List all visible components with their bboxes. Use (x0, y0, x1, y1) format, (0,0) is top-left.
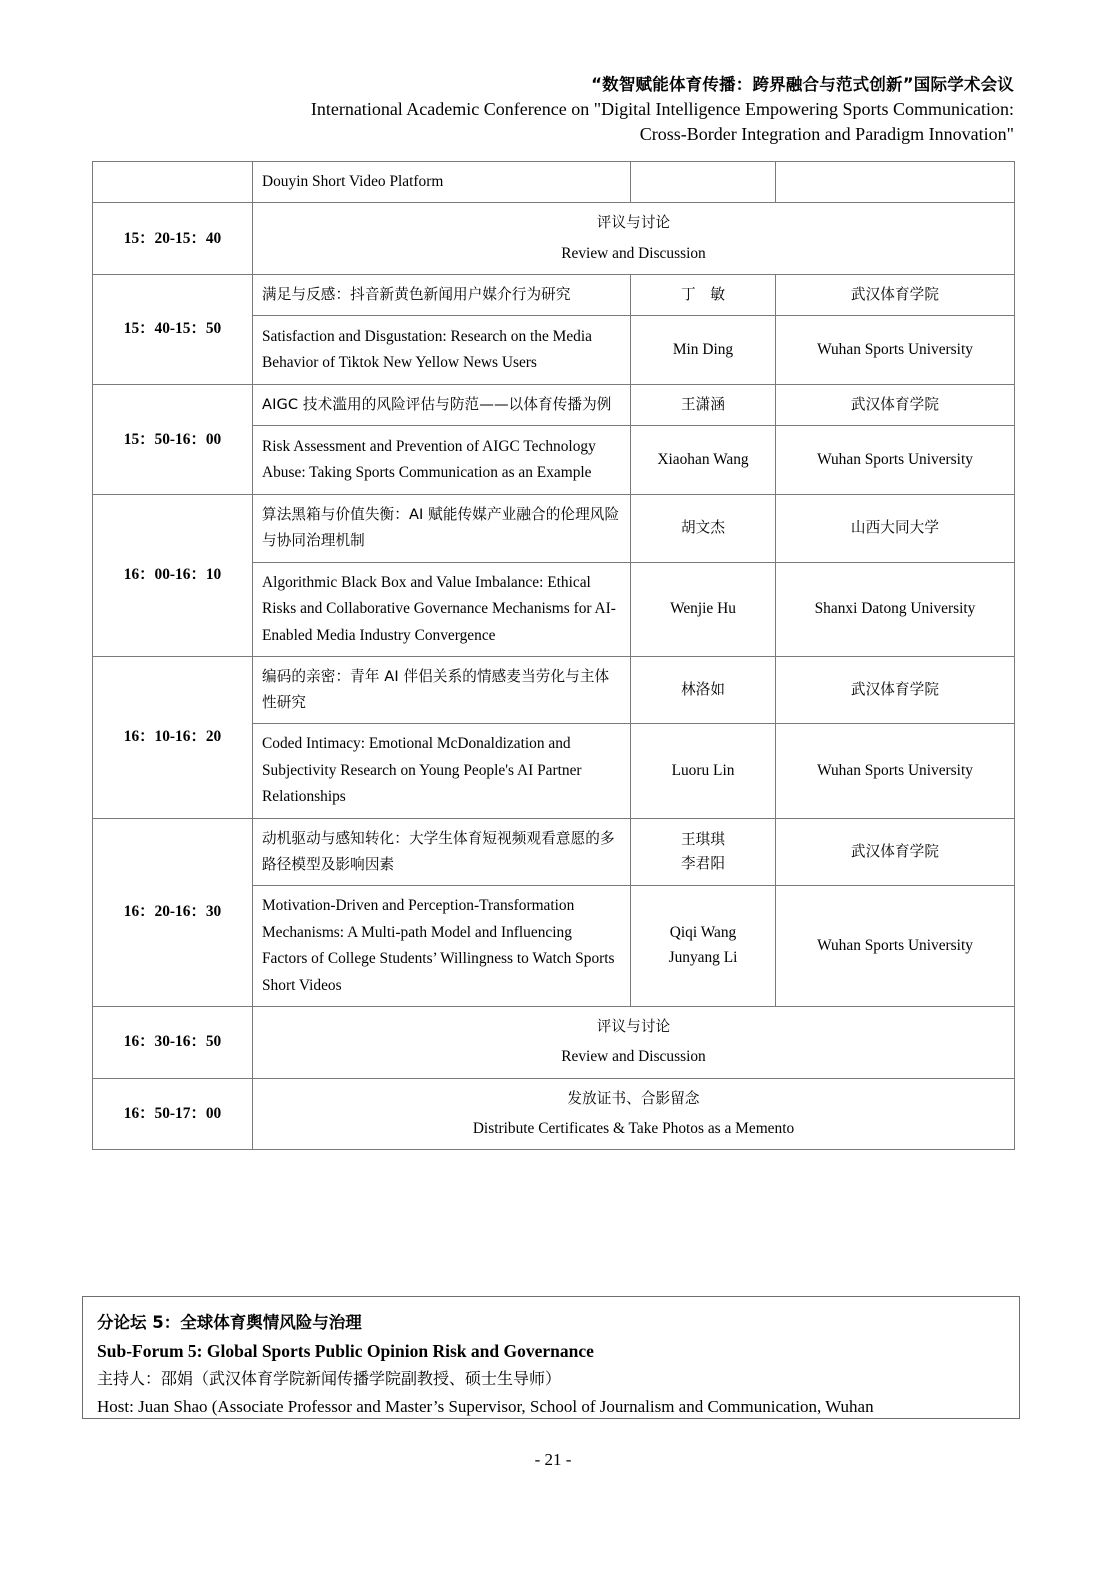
header-title-cn-text: “数智赋能体育传播：跨界融合与范式创新”国际学术会议 (591, 75, 1014, 94)
cell-author-en (631, 886, 776, 1007)
title-en-text: Douyin Short Video Platform (262, 173, 444, 190)
cell-time (93, 495, 253, 657)
cell-title-cn (253, 657, 631, 724)
author-cn-text-2: 李君阳 (680, 854, 726, 872)
cell-title-en (253, 316, 631, 385)
org-cn-text: 武汉体育学院 (850, 286, 940, 304)
title-cn-text: 动机驱动与感知转化：大学生体育短视频观看意愿的多路径模型及影响因素 (262, 829, 615, 873)
author-en-text: Wenjie Hu (670, 600, 736, 618)
cell-time-empty (93, 162, 253, 203)
table-row (93, 1078, 1015, 1150)
author-cn-text: 林洛如 (680, 681, 726, 699)
table-row (93, 275, 1015, 316)
cell-time (93, 203, 253, 275)
table-row (93, 495, 1015, 562)
title-cn-text: 算法黑箱与价值失衡：AI 赋能传媒产业融合的伦理风险与协同治理机制 (262, 506, 620, 550)
org-en-text: Wuhan Sports University (817, 761, 973, 779)
author-en-text-2: Junyang Li (668, 949, 738, 967)
page-number: - 21 - (534, 1450, 572, 1469)
header-title-en-line2 (92, 122, 1014, 147)
page-header (92, 72, 1014, 147)
org-en-text: Wuhan Sports University (817, 340, 973, 358)
org-cn-text: 武汉体育学院 (850, 396, 940, 414)
subforum-host-en-text: Host: Juan Shao (Associate Professor and Master’s Supervisor, School of Journalism and Communication, Wuhan (97, 1396, 874, 1416)
cell-author-cn (631, 385, 776, 426)
time-text: 16：20-16：30 (123, 903, 222, 921)
org-cn-text: 山西大同大学 (850, 519, 940, 537)
cell-time (93, 657, 253, 819)
cell-title-en (253, 886, 631, 1007)
table-row (93, 385, 1015, 426)
cell-author-cn (631, 818, 776, 885)
cell-author-empty (631, 162, 776, 203)
cell-author-cn (631, 495, 776, 562)
table-row (93, 203, 1015, 275)
subforum-title-en (97, 1337, 1005, 1366)
cell-title-en (253, 724, 631, 818)
session-label-cn: 评议与讨论 (596, 214, 671, 232)
cell-time (93, 275, 253, 385)
cell-title-cn (253, 275, 631, 316)
author-en-text: Min Ding (672, 340, 734, 358)
cell-title-en (253, 562, 631, 656)
session-label-en: Distribute Certificates & Take Photos as a Memento (472, 1119, 795, 1137)
author-cn-text: 胡文杰 (680, 519, 726, 537)
author-en-text: Luoru Lin (671, 761, 735, 779)
title-cn-text: AIGC 技术滥用的风险评估与防范——以体育传播为例 (262, 396, 612, 414)
org-en-text: Shanxi Datong University (814, 600, 976, 618)
cell-merged-session (253, 1078, 1015, 1150)
cell-merged-session (253, 1007, 1015, 1079)
title-en-text: Motivation-Driven and Perception-Transformation Mechanisms: A Multi-path Model and Influencing Factors of College Students’ Willingness to Watch Sports Short Videos (262, 897, 615, 994)
time-text: 16：50-17：00 (123, 1104, 222, 1122)
author-cn-text-1: 王琪琪 (680, 831, 726, 849)
session-label-en: Review and Discussion (561, 1048, 706, 1066)
author-cn-text: 丁 敏 (680, 286, 726, 304)
title-cn-text: 编码的亲密：青年 AI 伴侣关系的情感麦当劳化与主体性研究 (262, 668, 610, 712)
time-text: 16：30-16：50 (123, 1033, 222, 1051)
cell-title-cn (253, 385, 631, 426)
title-en-text: Coded Intimacy: Emotional McDonaldization and Subjectivity Research on Young People's AI Partner Relationships (262, 735, 582, 806)
cell-author-en (631, 724, 776, 818)
subforum-host-cn-text: 主持人：邵娟（武汉体育学院新闻传播学院副教授、硕士生导师） (97, 1368, 562, 1388)
cell-org-cn (776, 818, 1015, 885)
cell-time (93, 1078, 253, 1150)
subforum-title-en-text: Sub-Forum 5: Global Sports Public Opinion Risk and Governance (97, 1340, 594, 1361)
cell-org-en (776, 886, 1015, 1007)
subforum-box (82, 1296, 1020, 1419)
org-en-text: Wuhan Sports University (817, 451, 973, 469)
cell-title-cn (253, 495, 631, 562)
cell-time (93, 1007, 253, 1079)
subforum-title-cn (97, 1310, 1005, 1337)
header-title-en-line1-text: International Academic Conference on "Digital Intelligence Empowering Sports Communication: (310, 99, 1014, 119)
org-cn-text: 武汉体育学院 (850, 842, 940, 860)
schedule-table (92, 161, 1015, 1150)
cell-author-en (631, 316, 776, 385)
cell-title-continuation (253, 162, 631, 203)
author-cn-text: 王潇涵 (680, 396, 726, 414)
table-row (93, 818, 1015, 885)
cell-author-cn (631, 657, 776, 724)
cell-time (93, 385, 253, 495)
cell-title-en (253, 426, 631, 495)
cell-org-en (776, 562, 1015, 656)
time-text: 16：10-16：20 (123, 728, 222, 746)
cell-org-cn (776, 657, 1015, 724)
author-en-text: Xiaohan Wang (657, 451, 749, 469)
cell-author-en (631, 426, 776, 495)
time-text: 15：50-16：00 (123, 430, 222, 448)
subforum-title-cn-text: 分论坛 5：全球体育舆情风险与治理 (97, 1313, 362, 1332)
cell-org-en (776, 426, 1015, 495)
session-label-cn: 评议与讨论 (596, 1018, 671, 1036)
cell-org-en (776, 316, 1015, 385)
cell-author-cn (631, 275, 776, 316)
org-cn-text: 武汉体育学院 (850, 681, 940, 699)
cell-org-cn (776, 385, 1015, 426)
org-en-text: Wuhan Sports University (817, 936, 973, 954)
time-text: 15：20-15：40 (123, 229, 222, 247)
cell-time (93, 818, 253, 1006)
session-label-cn: 发放证书、合影留念 (567, 1089, 700, 1107)
cell-author-en (631, 562, 776, 656)
title-en-text: Risk Assessment and Prevention of AIGC Technology Abuse: Taking Sports Communication as an Example (262, 437, 596, 482)
cell-org-en (776, 724, 1015, 818)
session-label-en: Review and Discussion (561, 244, 706, 262)
subforum-host-en (97, 1393, 1005, 1419)
title-en-text: Satisfaction and Disgustation: Research on the Media Behavior of Tiktok New Yellow News Users (262, 327, 592, 372)
cell-org-cn (776, 495, 1015, 562)
title-en-text: Algorithmic Black Box and Value Imbalance: Ethical Risks and Collaborative Governance Mechanisms for AI-Enabled Media Industry Convergence (262, 573, 616, 644)
cell-org-cn (776, 275, 1015, 316)
cell-merged-session (253, 203, 1015, 275)
table-row (93, 1007, 1015, 1079)
title-cn-text: 满足与反感：抖音新黄色新闻用户媒介行为研究 (262, 286, 571, 304)
table-row (93, 657, 1015, 724)
time-text: 16：00-16：10 (123, 566, 222, 584)
cell-title-cn (253, 818, 631, 885)
header-title-en-line1 (92, 97, 1014, 122)
cell-org-empty (776, 162, 1015, 203)
subforum-host-cn (97, 1366, 1005, 1393)
header-title-cn (92, 72, 1014, 97)
time-text: 15：40-15：50 (123, 320, 222, 338)
header-title-en-line2-text: Cross-Border Integration and Paradigm Innovation" (639, 124, 1014, 144)
author-en-text-1: Qiqi Wang (669, 924, 737, 942)
table-row (93, 162, 1015, 203)
